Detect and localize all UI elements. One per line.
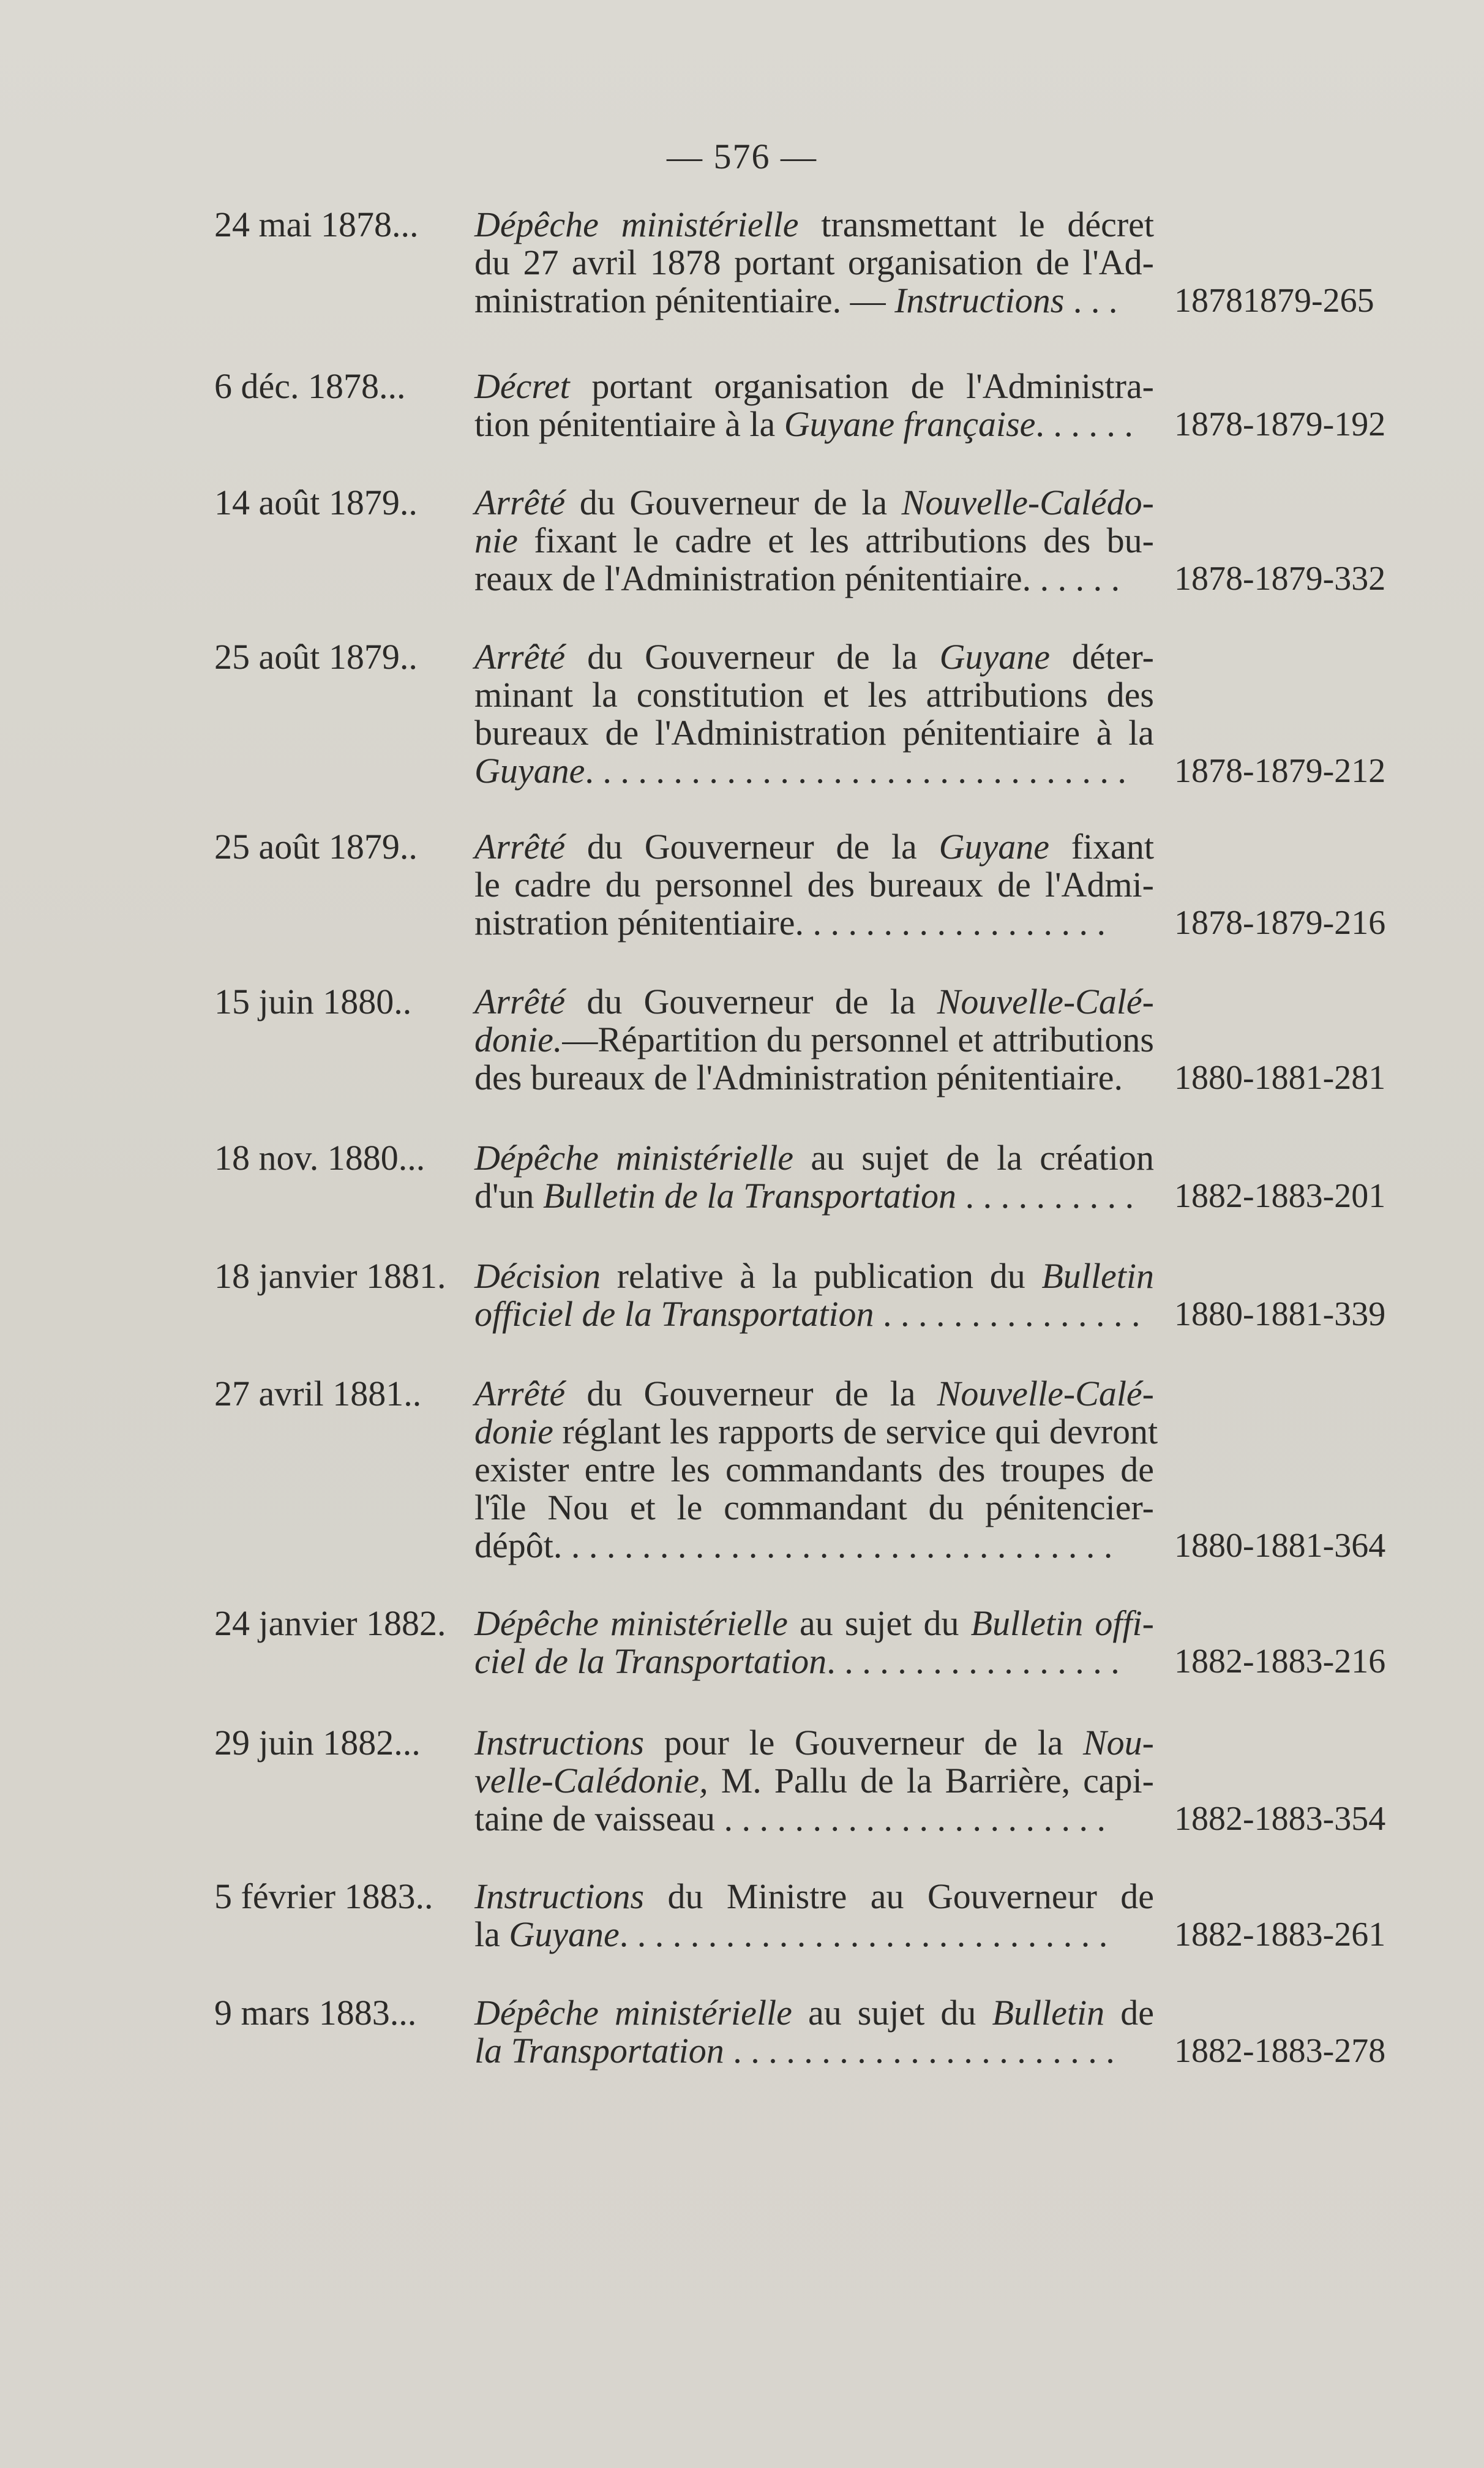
entry-reference: 1880-1881-281 [1174, 1059, 1386, 1097]
entry-reference: 1882-1883-278 [1174, 2032, 1386, 2070]
entry-line: des bureaux de l'Administration pénitentiaire. [474, 1058, 1123, 1097]
entry-line: Dépêche ministérielle au sujet du Bulletin de [474, 1993, 1154, 2033]
entry-line: nie fixant le cadre et les attributions des bu- [474, 521, 1154, 560]
entry-date: 29 juin 1882... [214, 1723, 421, 1763]
entry-line: Instructions pour le Gouverneur de la Nou- [474, 1723, 1154, 1763]
entry-reference: 18781879-265 [1174, 282, 1374, 320]
entry-line: bureaux de l'Administration pénitentiaire à la [474, 713, 1154, 753]
entry-description [474, 1139, 1154, 1215]
entry-date: 24 janvier 1882. [214, 1603, 446, 1643]
entry-line: reaux de l'Administration pénitentiaire. . . . . . [474, 559, 1120, 598]
page-number: — 576 — [667, 137, 817, 176]
entry-line: donie.—Répartition du personnel et attributions [474, 1020, 1154, 1059]
entry-date: 5 février 1883.. [214, 1876, 433, 1916]
entry-line: tion pénitentiaire à la Guyane française. . . . . . [474, 404, 1133, 444]
entry-reference: 1882-1883-261 [1174, 1916, 1386, 1954]
entry-reference: 1878-1879-332 [1174, 560, 1386, 598]
entry-reference: 1878-1879-192 [1174, 405, 1386, 443]
entry-description [474, 1724, 1154, 1838]
entry-date: 14 août 1879.. [214, 483, 418, 522]
entry-description [474, 983, 1154, 1097]
entry-line: Arrêté du Gouverneur de la Guyane déter- [474, 637, 1154, 677]
entry-line: la Guyane. . . . . . . . . . . . . . . . . . . . . . . . . . . . [474, 1914, 1108, 1954]
entry-line: ministration pénitentiaire. — Instructions . . . [474, 280, 1118, 320]
entry-date: 15 juin 1880.. [214, 982, 412, 1021]
entry-line: officiel de la Transportation . . . . . . . . . . . . . . . [474, 1294, 1141, 1334]
entry-line: Dépêche ministérielle au sujet de la création [474, 1138, 1154, 1178]
entry-date: 27 avril 1881.. [214, 1374, 422, 1413]
entry-line: minant la constitution et les attributions des [474, 675, 1154, 715]
entry-reference: 1880-1881-364 [1174, 1527, 1386, 1565]
entry-description [474, 638, 1154, 790]
entry-line: Arrêté du Gouverneur de la Guyane fixant [474, 827, 1154, 867]
entry-line: Arrêté du Gouverneur de la Nouvelle-Calé- [474, 1374, 1154, 1413]
entry-reference: 1882-1883-216 [1174, 1642, 1386, 1680]
entry-line: dépôt. . . . . . . . . . . . . . . . . . . . . . . . . . . . . . . . [474, 1526, 1113, 1565]
entry-reference: 1878-1879-212 [1174, 752, 1386, 790]
entry-line: d'un Bulletin de la Transportation . . . . . . . . . . [474, 1176, 1134, 1216]
entry-line: ciel de la Transportation. . . . . . . . . . . . . . . . . [474, 1641, 1120, 1681]
entry-line: Décision relative à la publication du Bulletin [474, 1256, 1154, 1296]
entry-reference: 1878-1879-216 [1174, 904, 1386, 942]
entry-line: donie réglant les rapports de service qui devront [474, 1412, 1158, 1451]
entry-description [474, 1257, 1154, 1333]
entry-date: 25 août 1879.. [214, 827, 418, 867]
entry-description [474, 367, 1154, 443]
entry-description [474, 1374, 1158, 1565]
entry-line: l'île Nou et le commandant du pénitencier- [474, 1488, 1154, 1527]
entry-description [474, 206, 1154, 320]
entry-date: 25 août 1879.. [214, 637, 418, 677]
entry-date: 6 déc. 1878... [214, 366, 406, 406]
entry-line: taine de vaisseau . . . . . . . . . . . . . . . . . . . . . . [474, 1799, 1106, 1838]
entry-line: Décret portant organisation de l'Administra- [474, 366, 1154, 406]
entry-line: Dépêche ministérielle au sujet du Bulletin offi- [474, 1603, 1154, 1643]
entry-description [474, 828, 1154, 942]
entry-reference: 1882-1883-354 [1174, 1800, 1386, 1838]
entry-description [474, 1878, 1154, 1954]
entry-reference: 1880-1881-339 [1174, 1295, 1386, 1333]
entry-line: Arrêté du Gouverneur de la Nouvelle-Calé- [474, 982, 1154, 1021]
entry-reference: 1882-1883-201 [1174, 1177, 1386, 1215]
entry-line: Instructions du Ministre au Gouverneur de [474, 1876, 1154, 1916]
entry-line: du 27 avril 1878 portant organisation de l'Ad- [474, 243, 1154, 282]
entry-line: Arrêté du Gouverneur de la Nouvelle-Calédo- [474, 483, 1154, 522]
entry-date: 18 janvier 1881. [214, 1256, 446, 1296]
entry-line: Dépêche ministérielle transmettant le décret [474, 205, 1155, 244]
entry-description [474, 1994, 1154, 2070]
entry-description [474, 1605, 1154, 1680]
entry-date: 18 nov. 1880... [214, 1138, 425, 1178]
entry-description [474, 484, 1154, 598]
entry-date: 24 mai 1878... [214, 205, 419, 244]
entry-line: exister entre les commandants des troupes de [474, 1450, 1154, 1489]
entry-line: nistration pénitentiaire. . . . . . . . . . . . . . . . . . [474, 903, 1106, 942]
entry-date: 9 mars 1883... [214, 1993, 417, 2033]
entry-line: Guyane. . . . . . . . . . . . . . . . . . . . . . . . . . . . . . . [474, 751, 1126, 791]
entry-line: velle-Calédonie, M. Pallu de la Barrière, capi- [474, 1761, 1154, 1800]
entry-line: le cadre du personnel des bureaux de l'Admi- [474, 865, 1154, 905]
entry-line: la Transportation . . . . . . . . . . . . . . . . . . . . . . [474, 2031, 1115, 2071]
